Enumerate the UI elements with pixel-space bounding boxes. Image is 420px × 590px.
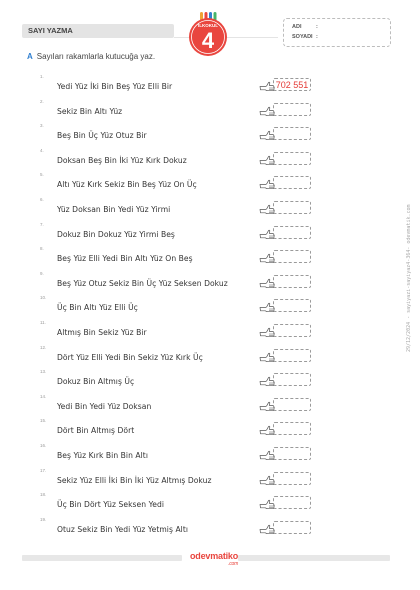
item-number: 19.	[40, 516, 47, 522]
exercise-item	[40, 74, 380, 99]
footer-bar-left	[22, 555, 182, 561]
item-number-words: Yüz Doksan Bin Yedi Yüz Yirmi	[57, 205, 171, 214]
item-number: 14.	[40, 393, 47, 399]
item-number-words: Beş Yüz Otuz Sekiz Bin Üç Yüz Seksen Dokuz	[57, 278, 228, 288]
item-number-words: Dört Bin Altmış Dört	[57, 426, 135, 436]
item-number: 9.	[40, 270, 44, 276]
student-info-box	[283, 18, 391, 47]
item-number-words: Yedi Bin Yedi Yüz Doksan	[57, 401, 152, 411]
exercise-item	[40, 344, 380, 370]
answer-box[interactable]	[273, 447, 311, 460]
item-number-words: Beş Yüz Elli Yedi Bin Altı Yüz On Beş	[57, 254, 193, 264]
exercise-item	[40, 320, 380, 345]
grade-badge	[186, 12, 230, 56]
item-number: 13.	[40, 369, 47, 375]
exercise-item	[40, 172, 380, 197]
item-number-words: Üç Bin Dört Yüz Seksen Yedi	[57, 500, 165, 510]
answer-box[interactable]	[273, 250, 311, 263]
badge-number: 4	[201, 28, 215, 53]
answer-box[interactable]	[273, 373, 311, 386]
item-number: 8.	[40, 246, 44, 252]
item-number: 4.	[40, 147, 44, 153]
name-colon: :	[316, 24, 318, 30]
item-number-words: Yedi Yüz İki Bin Beş Yüz Elli Bir	[57, 82, 173, 91]
footer-bar-right	[238, 555, 390, 561]
answer-box[interactable]	[273, 127, 311, 140]
exercise-item	[40, 246, 380, 271]
item-number: 11.	[40, 320, 46, 325]
item-number: 5.	[40, 172, 44, 178]
exercise-item	[40, 270, 380, 296]
exercise-item	[40, 369, 380, 394]
exercise-item	[40, 443, 380, 468]
exercise-item	[40, 516, 380, 542]
exercise-item	[40, 295, 380, 320]
item-number-words: Beş Bin Üç Yüz Otuz Bir	[57, 131, 147, 141]
surname-label: SOYADI	[292, 34, 313, 40]
exercise-item	[40, 467, 380, 493]
item-number: 3.	[40, 123, 44, 129]
answer-box[interactable]	[273, 472, 311, 485]
answer-box[interactable]	[273, 349, 311, 362]
brand-logo	[190, 551, 239, 567]
header-bar	[22, 24, 174, 38]
answer-box[interactable]	[273, 422, 311, 435]
item-number-words: Altı Yüz Kırk Sekiz Bin Beş Yüz On Üç	[57, 180, 197, 190]
item-number: 18.	[40, 492, 47, 498]
answer-box[interactable]	[273, 496, 311, 509]
logo-text: odevmatiko	[190, 551, 239, 561]
instruction	[27, 52, 155, 61]
item-number: 15.	[40, 418, 47, 424]
item-number: 16.	[40, 443, 47, 448]
surname-colon: :	[316, 34, 318, 40]
answer-box[interactable]	[273, 521, 311, 534]
answer-box[interactable]	[273, 299, 311, 312]
answer-box[interactable]: 702 551	[273, 78, 311, 91]
item-number: 10.	[40, 295, 47, 301]
item-number: 12.	[40, 344, 47, 350]
item-number-words: Altmış Bin Sekiz Yüz Bir	[57, 328, 147, 337]
item-number-words: Otuz Sekiz Bin Yedi Yüz Yetmiş Altı	[57, 524, 189, 534]
answer-box[interactable]	[273, 275, 311, 288]
item-number-words: Sekiz Bin Altı Yüz	[57, 106, 123, 116]
item-number-words: Dokuz Bin Altmış Üç	[57, 377, 135, 387]
item-number-words: Doksan Beş Bin İki Yüz Kırk Dokuz	[57, 155, 187, 165]
item-number: 7.	[40, 221, 44, 227]
item-number-words: Üç Bin Altı Yüz Elli Üç	[57, 303, 138, 313]
exercise-item	[40, 98, 380, 124]
item-number-words: Dokuz Bin Dokuz Yüz Yirmi Beş	[57, 229, 175, 239]
exercise-item	[40, 418, 380, 443]
item-number: 2.	[40, 98, 44, 104]
name-label: ADI	[292, 24, 302, 30]
answer-box[interactable]	[273, 176, 311, 189]
answer-box[interactable]	[273, 152, 311, 165]
exercise-item	[40, 147, 380, 173]
exercise-item	[40, 197, 380, 222]
answer-box[interactable]	[273, 103, 311, 116]
answer-box[interactable]	[273, 226, 311, 239]
instruction-letter: A	[27, 52, 33, 61]
answer-box[interactable]	[273, 201, 311, 214]
exercise-item	[40, 123, 380, 148]
side-watermark: 29/12/2024 - sayiyazi-sayiyaz4-364- odevmatik.com	[406, 204, 412, 352]
item-number-words: Beş Yüz Kırk Bin Bin Altı	[57, 451, 148, 460]
exercise-item	[40, 221, 380, 247]
item-number-words: Sekiz Yüz Elli İki Bin İki Yüz Altmış Dokuz	[57, 475, 212, 485]
exercise-item	[40, 393, 380, 419]
badge-label: İLKOKUL	[198, 23, 218, 28]
page-title: SAYI YAZMA	[28, 26, 73, 35]
instruction-text: Sayıları rakamlarla kutucuğa yaz.	[36, 52, 156, 61]
exercise-item	[40, 492, 380, 517]
answer-box[interactable]	[273, 324, 311, 337]
logo-suffix: .com	[228, 561, 239, 567]
answer-box[interactable]	[273, 398, 311, 411]
item-number: 1.	[40, 74, 44, 79]
item-number-words: Dört Yüz Elli Yedi Bin Sekiz Yüz Kırk Üç	[57, 352, 203, 362]
item-number: 6.	[40, 197, 44, 202]
item-number: 17.	[40, 467, 47, 473]
